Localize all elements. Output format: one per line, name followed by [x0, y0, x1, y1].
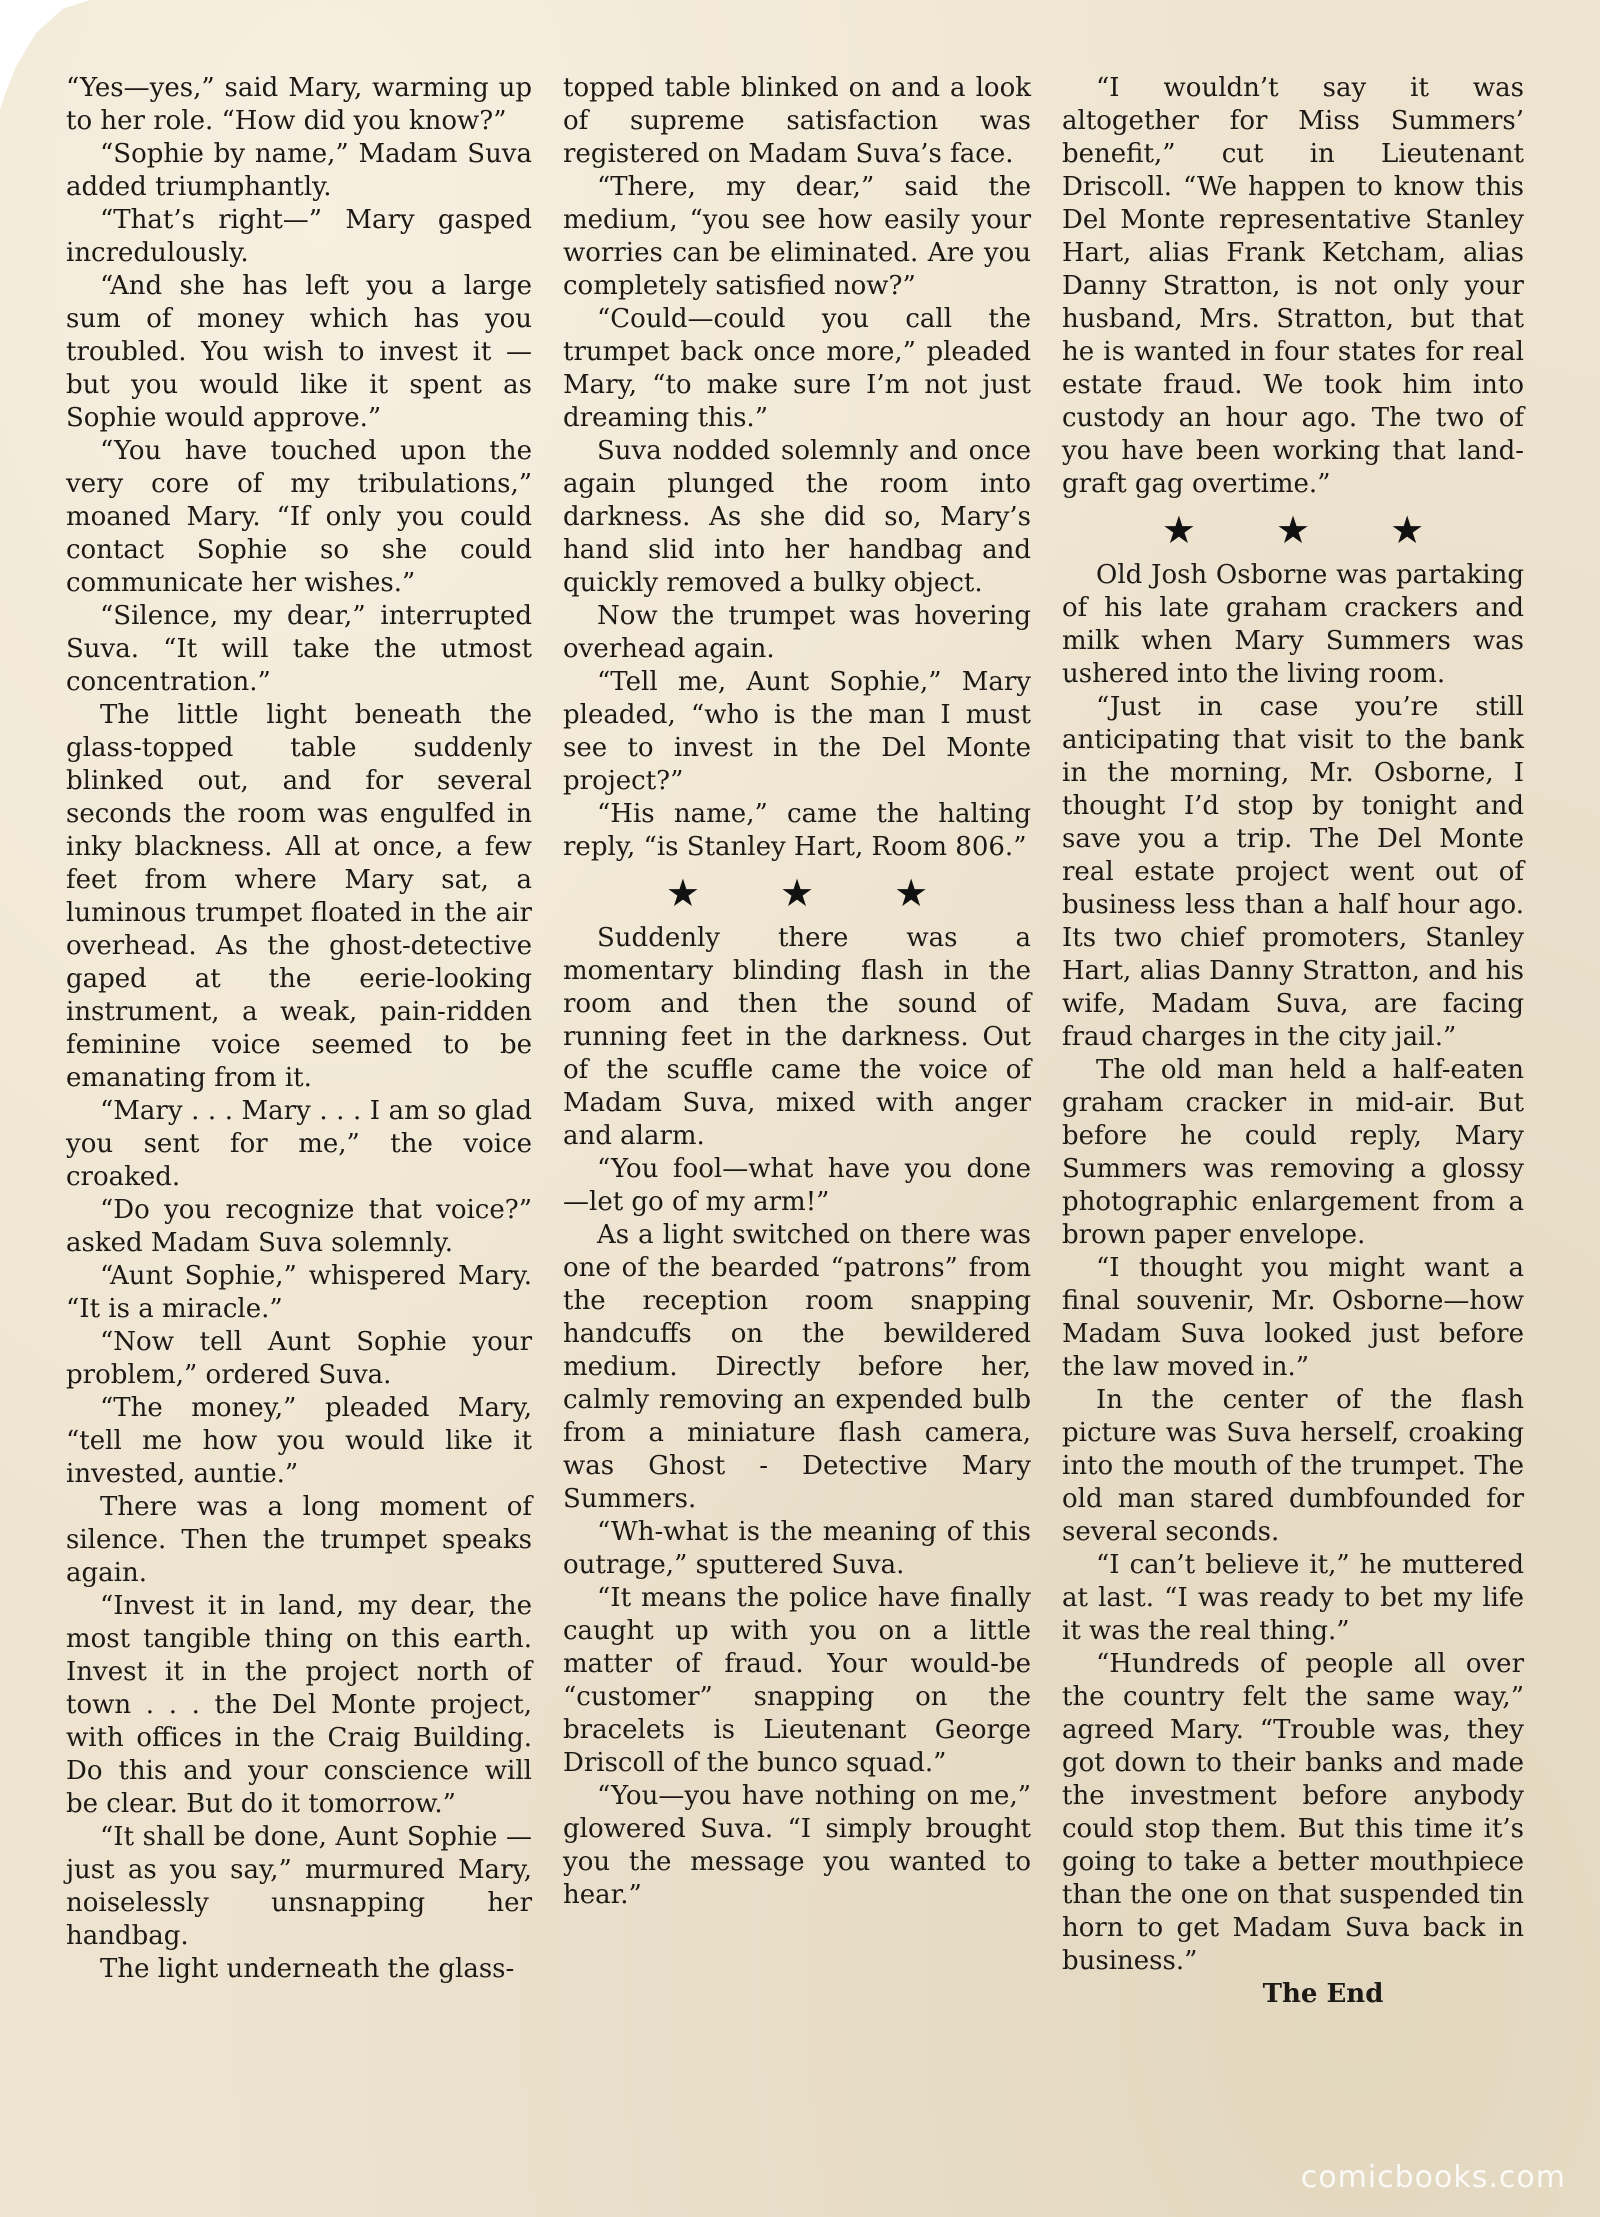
paragraph: “I can’t believe it,” he muttered at last. “I was ready to bet my life it was the real thing.” [1062, 1550, 1524, 1646]
paragraph: “Silence, my dear,” interrupted Suva. “It will take the utmost concentration.” [66, 601, 532, 697]
paragraph: Suva nodded solemnly and once again plunged the room into darkness. As she did so, Mary’s hand slid into her handbag and quickly removed a bulky object. [563, 436, 1031, 598]
column-3 [1062, 72, 1524, 2011]
paragraph: “Just in case you’re still anticipating that visit to the bank in the morning, Mr. Osborne, I thought I’d stop by tonight and save you a trip. The Del Monte real estate project went out of business less than a half hour ago. Its two chief promoters, Stanley Hart, alias Danny Stratton, and his wife, Madam Suva, are facing fraud charges in the city jail.” [1062, 692, 1524, 1052]
the-end-label: The End [1262, 1979, 1384, 2009]
paragraph: Old Josh Osborne was partaking of his late graham crackers and milk when Mary Summers was ushered into the living room. [1062, 560, 1524, 689]
paragraph: “Sophie by name,” Madam Suva added triumphantly. [66, 139, 532, 202]
section-separator-stars: ★ ★ ★ [1161, 508, 1459, 552]
paragraph: Now the trumpet was hovering overhead again. [563, 601, 1031, 664]
paragraph: As a light switched on there was one of the bearded “patrons” from the reception room snapping handcuffs on the bewildered medium. Directly before her, calmly removing an expended bulb from a miniature flash camera, was Ghost - Detective Mary Summers. [563, 1220, 1031, 1514]
paragraph: “His name,” came the halting reply, “is Stanley Hart, Room 806.” [563, 799, 1031, 862]
paragraph: “Wh-what is the meaning of this outrage,” sputtered Suva. [563, 1517, 1031, 1580]
section-separator-stars: ★ ★ ★ [665, 871, 963, 915]
paragraph: In the center of the flash picture was Suva herself, croaking into the mouth of the trumpet. The old man stared dumbfounded for several seconds. [1062, 1385, 1524, 1547]
paragraph: “Hundreds of people all over the country felt the same way,” agreed Mary. “Trouble was, they got down to their banks and made the investment before anybody could stop them. But this time it’s going to take a better mouthpiece than the one on that suspended tin horn to get Madam Suva back in business.” [1062, 1649, 1524, 1976]
paragraph: The old man held a half-eaten graham cracker in mid-air. But before he could reply, Mary Summers was removing a glossy photographic enlargement from a brown paper envelope. [1062, 1055, 1524, 1250]
paragraph: “Invest it in land, my dear, the most tangible thing on this earth. Invest it in the project north of town . . . the Del Monte project, with offices in the Craig Building. Do this and your conscience will be clear. But do it tomorrow.” [66, 1591, 532, 1819]
paragraph: “It shall be done, Aunt Sophie —just as you say,” murmured Mary, noiselessly unsnapping her handbag. [66, 1822, 532, 1951]
paragraph: “Aunt Sophie,” whispered Mary. “It is a miracle.” [66, 1261, 532, 1324]
paragraph: “Could—could you call the trumpet back once more,” pleaded Mary, “to make sure I’m not just dreaming this.” [563, 304, 1031, 433]
paragraph: “It means the police have finally caught up with you on a little matter of fraud. Your would-be “customer” snapping on the bracelets is Lieutenant George Driscoll of the bunco squad.” [563, 1583, 1031, 1778]
paragraph: “Mary . . . Mary . . . I am so glad you sent for me,” the voice croaked. [66, 1096, 532, 1192]
paragraph: “You have touched upon the very core of my tribulations,” moaned Mary. “If only you could contact Sophie so she could communicate her wishes.” [66, 436, 532, 598]
paragraph: “The money,” pleaded Mary, “tell me how you would like it invested, auntie.” [66, 1393, 532, 1489]
watermark: comicbooks.com [1300, 2160, 1566, 2195]
paragraph: There was a long moment of silence. Then the trumpet speaks again. [66, 1492, 532, 1588]
paragraph: topped table blinked on and a look of supreme satisfaction was registered on Madam Suva’s face. [563, 73, 1031, 169]
column-1 [66, 72, 532, 1986]
paragraph: The light underneath the glass- [100, 1954, 515, 1984]
paragraph: “You—you have nothing on me,” glowered Suva. “I simply brought you the message you wanted to hear.” [563, 1781, 1031, 1910]
paragraph: “Now tell Aunt Sophie your problem,” ordered Suva. [66, 1327, 532, 1390]
paragraph: Suddenly there was a momentary blinding flash in the room and then the sound of running feet in the darkness. Out of the scuffle came the voice of Madam Suva, mixed with anger and alarm. [563, 923, 1031, 1151]
paragraph: “And she has left you a large sum of money which has you troubled. You wish to invest it —but you would like it spent as Sophie would approve.” [66, 271, 532, 433]
paragraph: “I thought you might want a final souvenir, Mr. Osborne—how Madam Suva looked just before the law moved in.” [1062, 1253, 1524, 1382]
column-2 [563, 72, 1031, 1912]
paragraph: “There, my dear,” said the medium, “you see how easily your worries can be eliminated. Are you completely satisfied now?” [563, 172, 1031, 301]
paragraph: “That’s right—” Mary gasped incredulously. [66, 205, 532, 268]
paragraph: “Yes—yes,” said Mary, warming up to her role. “How did you know?” [66, 73, 532, 136]
paragraph: “Tell me, Aunt Sophie,” Mary pleaded, “who is the man I must see to invest in the Del Monte project?” [563, 667, 1031, 796]
paragraph: “I wouldn’t say it was altogether for Miss Summers’ benefit,” cut in Lieutenant Driscoll. “We happen to know this Del Monte representative Stanley Hart, alias Frank Ketcham, alias Danny Stratton, is not only your husband, Mrs. Stratton, but that he is wanted in four states for real estate fraud. We took him into custody an hour ago. The two of you have been working that land-graft gag overtime.” [1062, 73, 1524, 499]
paragraph: “You fool—what have you done—let go of my arm!” [563, 1154, 1031, 1217]
paragraph: “Do you recognize that voice?” asked Madam Suva solemnly. [66, 1195, 532, 1258]
paragraph: The little light beneath the glass-topped table suddenly blinked out, and for several seconds the room was engulfed in inky blackness. All at once, a few feet from where Mary sat, a luminous trumpet floated in the air overhead. As the ghost-detective gaped at the eerie-looking instrument, a weak, pain-ridden feminine voice seemed to be emanating from it. [66, 700, 532, 1093]
